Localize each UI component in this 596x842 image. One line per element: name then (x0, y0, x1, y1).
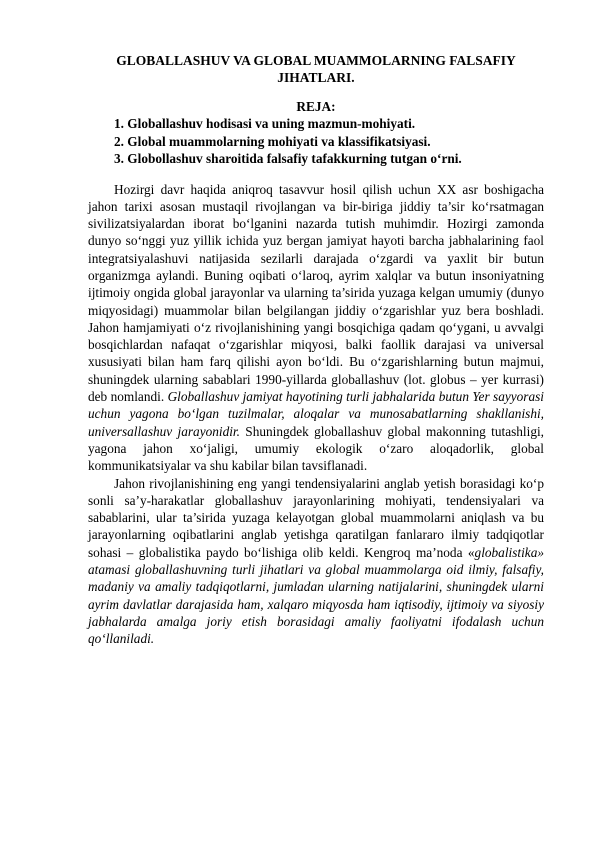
paragraph-2-text-a: Jahon rivojlanishining eng yangi tendensiyalarini anglab yetish borasidagi ko‘p sonli sa’y-harakatlar globallashuv jarayonlarining mohiyati, tendensiyalari va sabablarini, ular ta’sirida yuzaga kelayotgan global muammolarni aniqlash va bu jarayonlarning oqibatlarini anglab yetishga qaratilgan fanlararo ilmiy tadqiqotlar sohasi – globalistika paydo bo‘lishiga olib keldi. Kengroq ma’noda « (88, 475, 544, 560)
paragraph-1-italic: Globallashuv jamiyat hayotining turli jabhalarida butun Yer sayyorasi uchun yagona bo‘lgan tuzilmalar, aloqalar va munosabatlarning shakllanishi, universallashuv jarayonidir. (88, 389, 544, 439)
paragraph-1-text-a: Hozirgi davr haqida aniqroq tasavvur hosil qilish uchun XX asr boshigacha jahon tarixi asosan mustaqil rivojlangan va bir-biriga jiddiy ta’sir ko‘rsatmagan sivilizatsiyalardan iborat bo‘lganini nazarda tutish muhimdir. Hozirgi zamonda dunyo so‘nggi yuz yillik ichida yuz bergan jamiyat hayoti barcha jabhalarining faol integratsiyalashuvi natijasida sezilarli darajada o‘zgardi va yaxlit bir butun organizmga aylandi. Buning oqibati o‘laroq, ayrim xalqlar va butun insoniyatning ijtimoiy ongida global jarayonlar va ularning ta’sirida yuzaga kelgan umumiy (dunyo miqyosidagi) muammolar bilan belgilangan jiddiy o‘zgarishlar yuz bera boshladi. Jahon hamjamiyati o‘z rivojlanishining yangi bosqichiga qadam qo‘ygani, u avvalgi bosqichlardan nafaqat o‘zgarishlar miqyosi, balki faollik darajasi va universal xususiyati bilan ham farq qilishi ayon bo‘ldi. Bu o‘zgarishlarning butun majmui, shuningdek ularning sabablari 1990-yillarda globallashuv (lot. globus – yer kurrasi) deb nomlandi. (88, 181, 544, 405)
plan-item-3: 3. Globollashuv sharoitida falsafiy tafakkurning tutgan o‘rni. (114, 151, 462, 166)
document-page (88, 52, 544, 648)
paragraph-1 (88, 181, 544, 475)
plan-item-2: 2. Global muammolarning mohiyati va klassifikatsiyasi. (114, 133, 431, 149)
paragraph-2-italic: globalistika» atamasi globallashuvning turli jihatlari va global muammolarga oid ilmiy, falsafiy, madaniy va amaliy tadqiqotlarni, jumladan ularning natijalarini, shuningdek ularni ayrim davlatlar darajasida ham, xalqaro miqyosda ham iqtisodiy, ijtimoiy va siyosiy jabhalarda amalga joriy etish borasidagi amaliy faoliyatni ifodalash uchun qo‘llaniladi. (88, 544, 544, 647)
plan-list (88, 115, 544, 168)
paragraph-1-text-b: Shuningdek globallashuv global makonning tutashligi, yagona jahon xo‘jaligi, umumiy ekologik o‘zaro aloqadorlik, global kommunikatsiyalar va shu kabilar bilan tavsiflanadi. (88, 423, 544, 474)
page-title: GLOBALLASHUV VA GLOBAL MUAMMOLARNING FALSAFIY JIHATLARI. (116, 53, 516, 85)
plan-item-1: 1. Globallashuv hodisasi va uning mazmun-mohiyati. (114, 116, 416, 131)
paragraph-2 (88, 475, 544, 648)
plan-heading: REJA: (296, 99, 336, 114)
